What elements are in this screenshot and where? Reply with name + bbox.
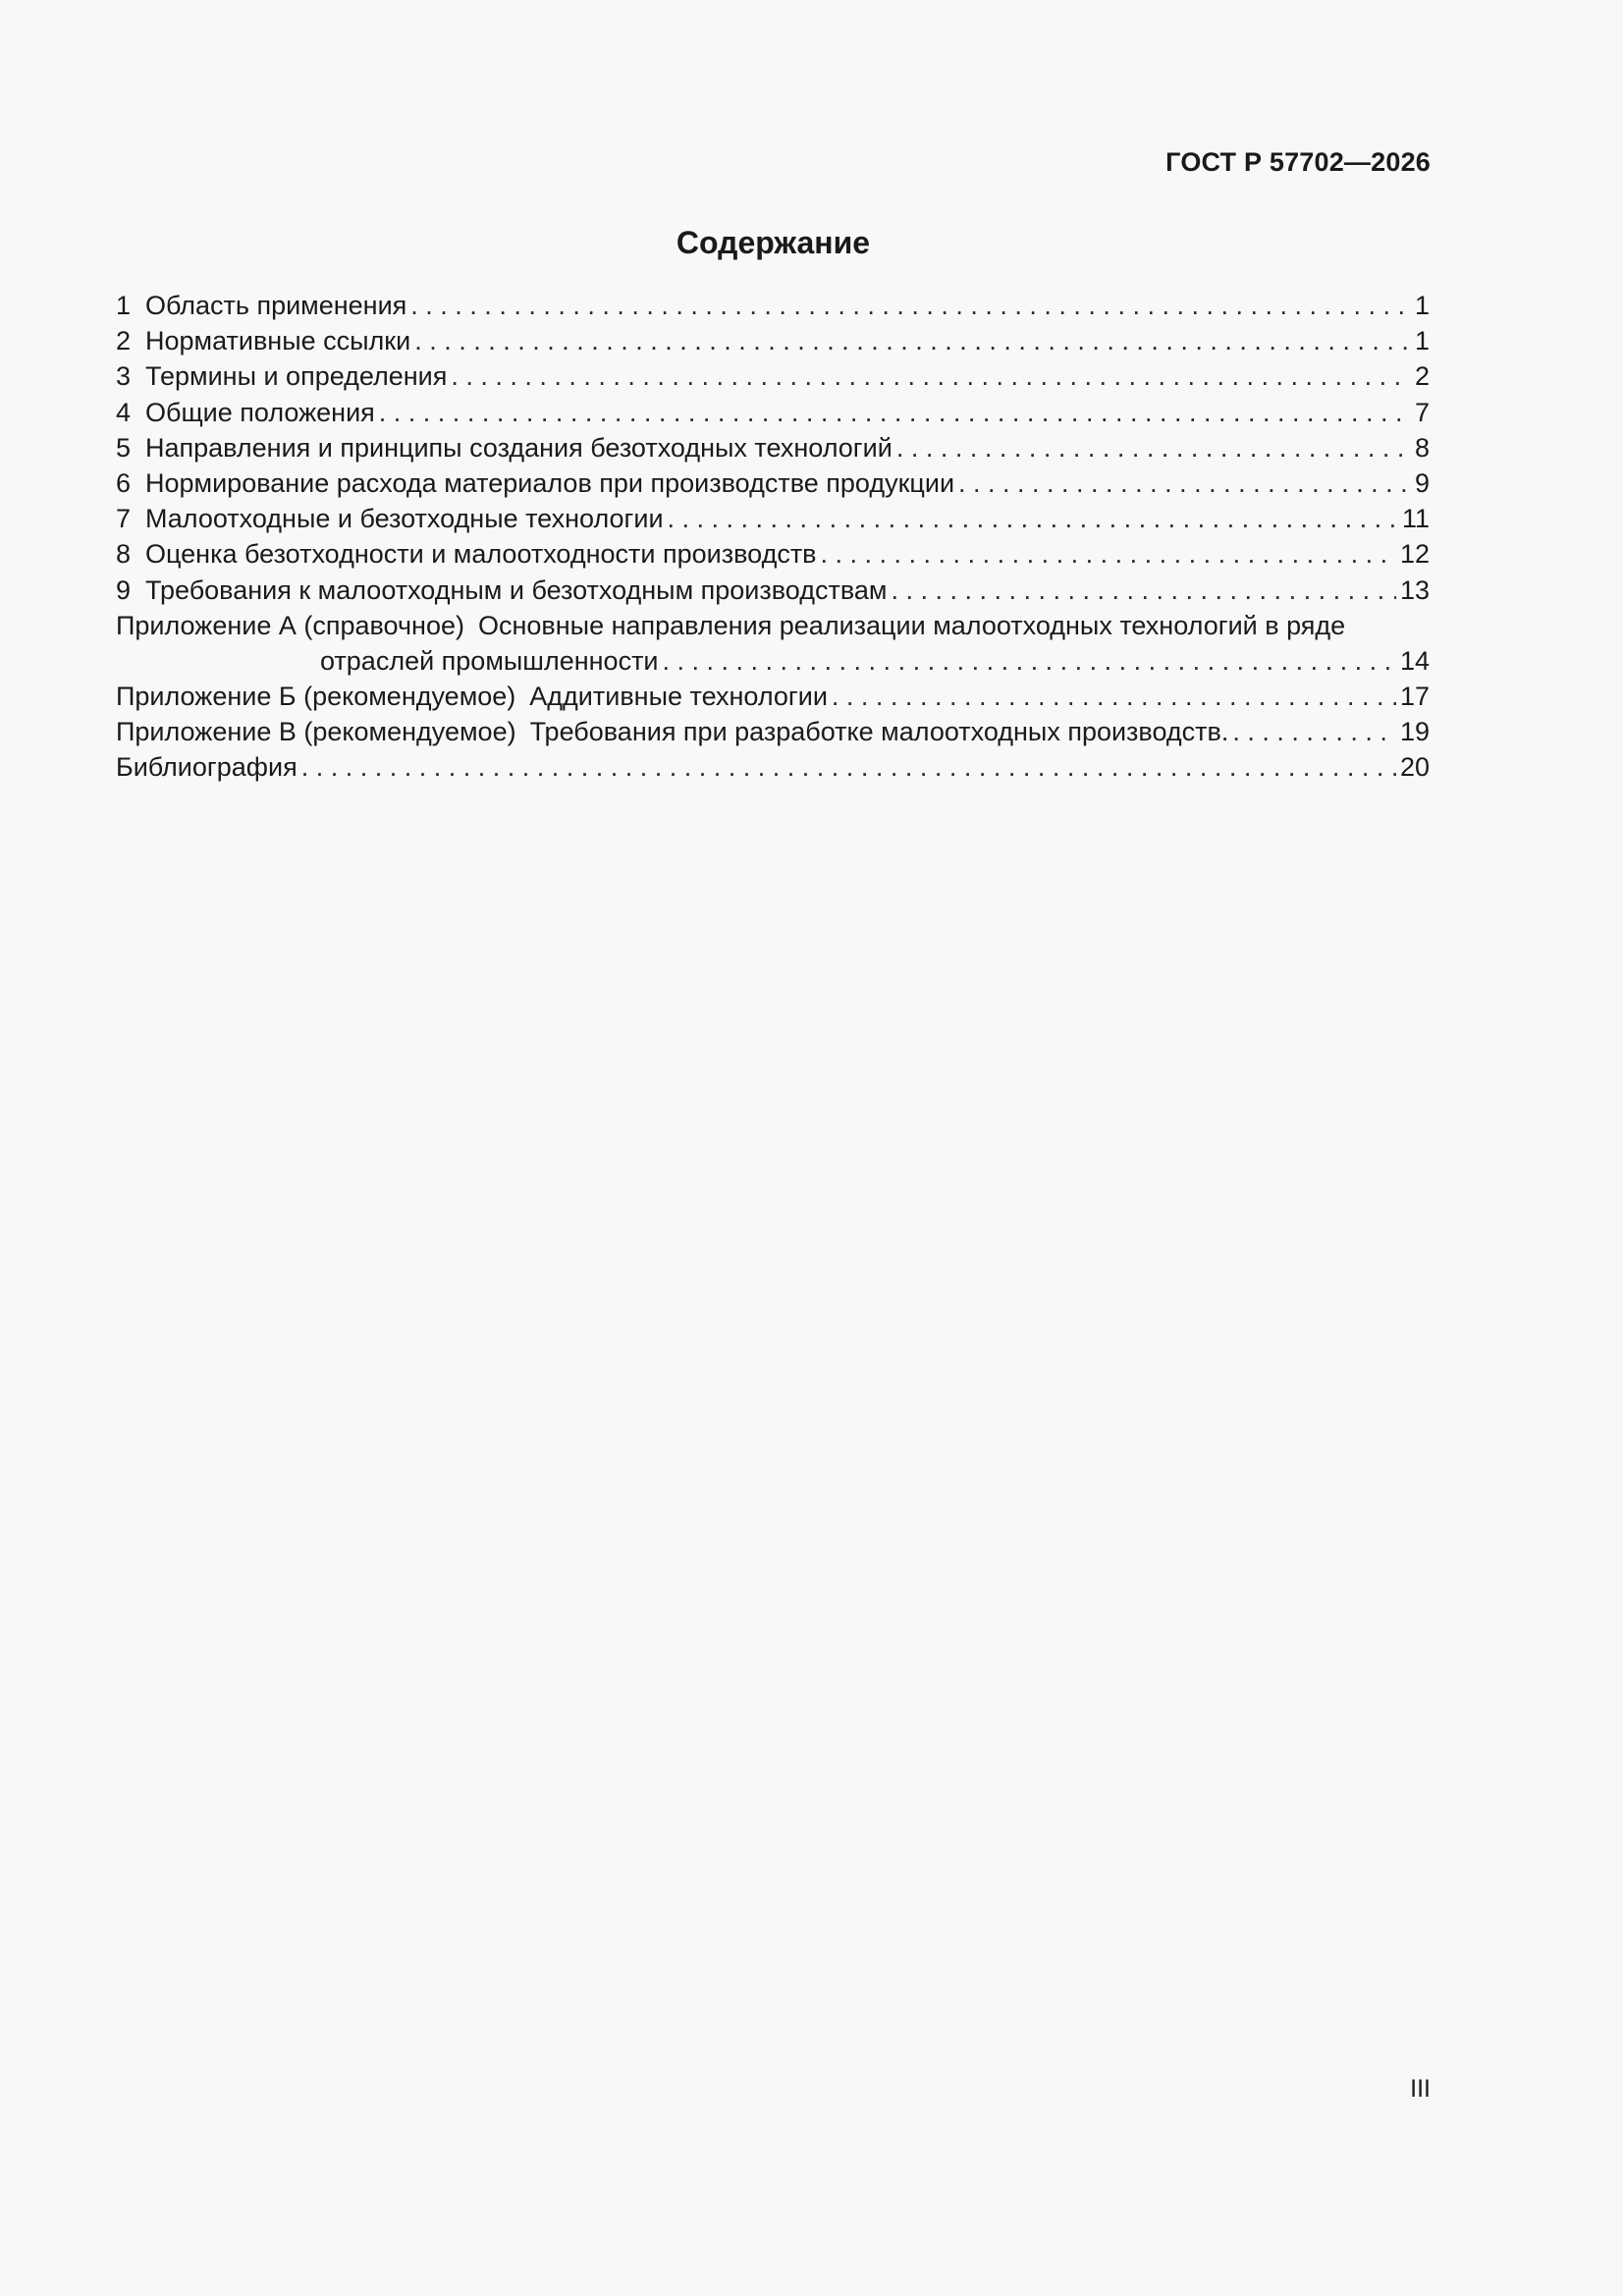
toc-bibliography[interactable] (116, 749, 1430, 785)
dot-leader (668, 501, 1398, 536)
toc-item-page: 9 (1414, 467, 1430, 498)
toc-item[interactable] (116, 573, 1430, 608)
dot-leader (451, 358, 1411, 394)
toc-item-number: 9 (116, 574, 132, 605)
dot-leader (832, 679, 1396, 714)
appendix-label: Приложение Б (рекомендуемое) (116, 682, 516, 712)
toc-item[interactable] (116, 288, 1430, 323)
appendix-title: Аддитивные технологии (529, 682, 828, 712)
appendix-title: Требования при разработке малоотходных производств. (529, 717, 1229, 747)
dot-leader (414, 323, 1411, 358)
dot-leader (891, 573, 1395, 608)
toc-item-page: 7 (1414, 397, 1430, 427)
dot-leader (896, 430, 1411, 465)
dot-leader (301, 749, 1396, 785)
toc-item[interactable] (116, 465, 1430, 501)
toc-item-page: 20 (1399, 752, 1430, 783)
toc-item-title: Общие положения (145, 397, 375, 427)
dot-leader (663, 643, 1396, 679)
toc-appendix-v[interactable] (116, 714, 1430, 749)
toc-item[interactable] (116, 536, 1430, 572)
toc-appendix-a-continuation[interactable] (116, 643, 1430, 679)
appendix-label: Приложение В (рекомендуемое) (116, 717, 516, 747)
dot-leader (821, 536, 1396, 572)
toc-item[interactable] (116, 323, 1430, 358)
toc-item-title: Направления и принципы создания безотходных технологий (145, 432, 893, 463)
toc-item-page: 8 (1414, 432, 1430, 463)
toc-item-title: Нормативные ссылки (145, 326, 411, 356)
toc-item-title: Требования к малоотходным и безотходным производствам (145, 574, 888, 605)
toc-item-title: Область применения (145, 291, 407, 320)
toc-item-number: 7 (116, 504, 132, 534)
toc-item-title: Оценка безотходности и малоотходности производств (145, 539, 817, 570)
toc-item-number: 5 (116, 432, 132, 463)
toc-item[interactable] (116, 358, 1430, 394)
dot-leader (379, 395, 1411, 430)
toc-item-page: 19 (1399, 717, 1430, 747)
toc-item[interactable] (116, 430, 1430, 465)
appendix-title-line2: отраслей промышленности (320, 645, 659, 676)
toc-item-title: Малоотходные и безотходные технологии (145, 504, 664, 534)
appendix-title-line1: Основные направления реализации малоотходных технологий в ряде (477, 610, 1346, 640)
toc-item-page: 1 (1414, 326, 1430, 356)
toc-item-number: 8 (116, 539, 132, 570)
toc-item-number: 2 (116, 326, 132, 356)
toc-item-page: 13 (1399, 574, 1430, 605)
toc-item-title: Термины и определения (145, 361, 448, 392)
toc-item-number: 3 (116, 361, 132, 392)
toc-item[interactable] (116, 395, 1430, 430)
bibliography-title: Библиография (116, 752, 298, 783)
dot-leader (410, 288, 1411, 323)
toc-appendix-a[interactable] (116, 608, 1430, 643)
toc-item-page: 17 (1399, 682, 1430, 712)
toc-item-title: Нормирование расхода материалов при производстве продукции (145, 467, 955, 498)
dot-leader (958, 465, 1411, 501)
toc-item[interactable] (116, 501, 1430, 536)
toc-title: Содержание (676, 225, 871, 260)
appendix-label: Приложение А (справочное) (116, 610, 464, 640)
toc-item-page: 2 (1414, 361, 1430, 392)
toc-item-page: 1 (1414, 291, 1430, 320)
toc-appendix-b[interactable] (116, 679, 1430, 714)
toc-item-page: 11 (1401, 504, 1430, 534)
document-code: ГОСТ Р 57702—2026 (1165, 147, 1431, 177)
page-number: III (1410, 2075, 1431, 2103)
table-of-contents (116, 288, 1430, 786)
toc-item-page: 12 (1399, 539, 1430, 570)
toc-item-number: 4 (116, 397, 132, 427)
toc-item-page: 14 (1399, 645, 1430, 676)
toc-item-number: 6 (116, 467, 132, 498)
dot-leader (1232, 714, 1396, 749)
toc-item-number: 1 (116, 291, 132, 320)
